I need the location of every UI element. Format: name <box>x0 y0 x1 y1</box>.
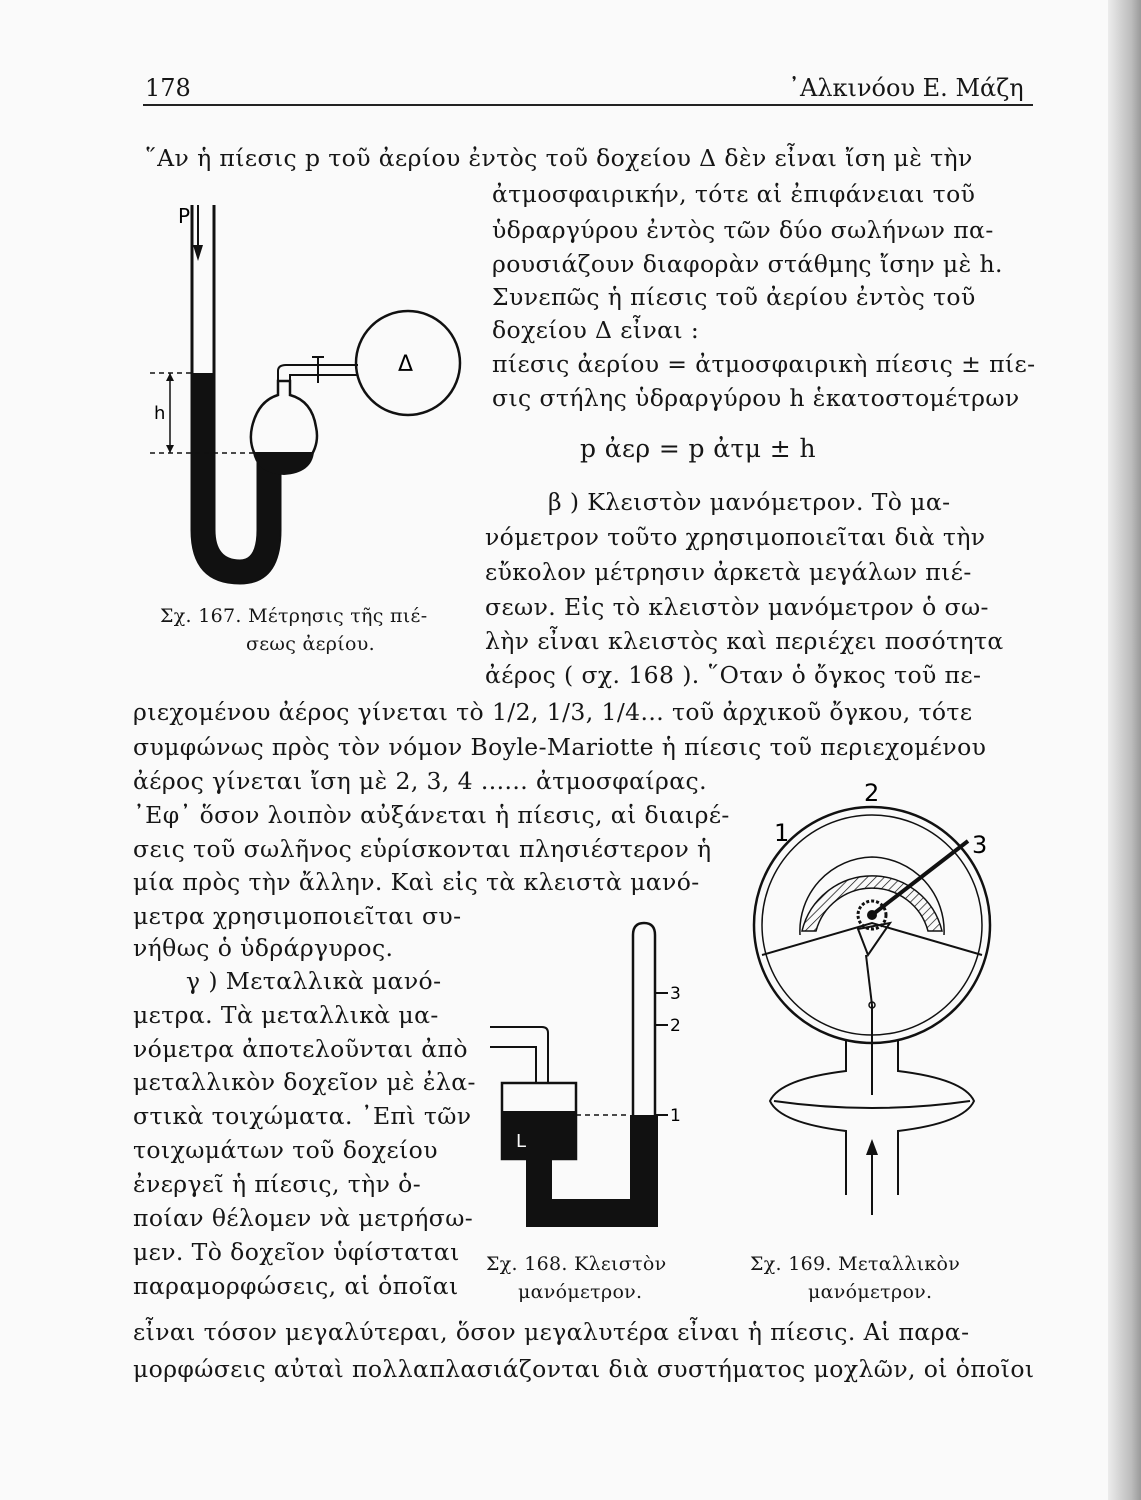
text-line: ποίαν θέλομεν νὰ μετρήσω- <box>133 1204 474 1232</box>
text-line: μία πρὸς τὴν ἄλλην. Καὶ εἰς τὰ κλειστὰ μανό- <box>133 868 700 896</box>
text-line: ῞Αν ἡ πίεσις p τοῦ ἀερίου ἐντὸς τοῦ δοχείου Δ δὲν εἶναι ἴση μὲ τὴν <box>145 144 973 172</box>
dial-label-1: 1 <box>774 819 790 847</box>
text-line: ρουσιάζουν διαφορὰν στάθμης ἴσην μὲ h. <box>492 250 1003 278</box>
text-line: ὑδραργύρου ἐντὸς τῶν δύο σωλήνων πα- <box>492 216 994 244</box>
chamber-label: L <box>516 1131 527 1152</box>
page-number: 178 <box>145 74 191 102</box>
text-line: ἀτμοσφαιρικήν, τότε αἱ ἐπιφάνειαι τοῦ <box>492 180 976 208</box>
text-line: ἐνεργεῖ ἡ πίεσις, τὴν ὁ- <box>133 1170 422 1198</box>
text-line: νήθως ὁ ὑδράργυρος. <box>133 934 394 962</box>
scale-mark-3: 3 <box>670 984 681 1004</box>
figure-169-caption-line: μανόμετρον. <box>808 1281 933 1303</box>
figure-167-caption-line: Σχ. 167. Μέτρησις τῆς πιέ- <box>160 605 428 627</box>
header-rule <box>143 104 1033 106</box>
text-line: νόμετρον τοῦτο χρησιμοποιεῖται διὰ τὴν <box>485 523 986 551</box>
text-line: β ) Κλειστὸν μανόμετρον. Τὸ μα- <box>548 488 951 516</box>
text-line: Συνεπῶς ἡ πίεσις τοῦ ἀερίου ἐντὸς τοῦ <box>492 283 976 311</box>
text-line: συμφώνως πρὸς τὸν νόμον Boyle-Mariotte ἡ πίεσις τοῦ περιεχομένου <box>133 733 987 761</box>
text-line: τοιχωμάτων τοῦ δοχείου <box>133 1136 438 1164</box>
text-line: ἀέρος γίνεται ἴση μὲ 2, 3, 4 ...... ἀτμοσφαίρας. <box>133 767 707 795</box>
text-line: νόμετρα ἀποτελοῦνται ἀπὸ <box>133 1035 468 1063</box>
figure-167-open-manometer <box>140 195 480 605</box>
text-line: σεις τοῦ σωλῆνος εὑρίσκονται πλησιέστερον ἡ <box>133 835 712 863</box>
dial-label-3: 3 <box>972 831 988 859</box>
text-line: παραμορφώσεις, αἱ ὁποῖαι <box>133 1272 459 1300</box>
text-line: ᾿Εφ᾿ ὅσον λοιπὸν αὐξάνεται ἡ πίεσις, αἱ διαιρέ- <box>133 801 730 829</box>
figure-169-caption-line: Σχ. 169. Μεταλλικὸν <box>750 1253 961 1275</box>
text-line: μεταλλικὸν δοχεῖον μὲ ἐλα- <box>133 1068 476 1096</box>
scale-mark-2: 2 <box>670 1016 681 1036</box>
text-line: ριεχομένου ἀέρος γίνεται τὸ 1/2, 1/3, 1/4... τοῦ ἀρχικοῦ ὄγκου, τότε <box>133 698 973 726</box>
text-line: γ ) Μεταλλικὰ μανό- <box>186 967 442 995</box>
text-line: στικὰ τοιχώματα. ᾿Επὶ τῶν <box>133 1102 472 1130</box>
pressure-formula: p ἀερ = p ἀτμ ± h <box>580 434 816 463</box>
text-line: μορφώσεις αὐταὶ πολλαπλασιάζονται διὰ συστήματος μοχλῶν, οἱ ὁποῖοι <box>133 1355 1035 1383</box>
text-line: μετρα. Τὰ μεταλλικὰ μα- <box>133 1001 439 1029</box>
text-line: δοχείου Δ εἶναι : <box>492 316 700 344</box>
text-line: εὔκολον μέτρησιν ἀρκετὰ μεγάλων πιέ- <box>485 558 972 586</box>
running-header-author: ᾿Αλκινόου Ε. Μάζη <box>788 74 1024 102</box>
scale-mark-1: 1 <box>670 1106 681 1126</box>
pressure-label: P <box>178 204 191 228</box>
text-line: σεων. Εἰς τὸ κλειστὸν μανόμετρον ὁ σω- <box>485 593 989 621</box>
text-line: μετρα χρησιμοποιεῖται συ- <box>133 902 462 930</box>
figure-168-caption-line: μανόμετρον. <box>518 1281 643 1303</box>
dial-label-2: 2 <box>864 779 880 807</box>
figure-167-caption-line: σεως ἀερίου. <box>246 633 375 655</box>
vessel-label: Δ <box>398 352 414 377</box>
text-line: μεν. Τὸ δοχεῖον ὑφίσταται <box>133 1238 460 1266</box>
figure-168-closed-manometer <box>490 915 710 1235</box>
figure-168-caption-line: Σχ. 168. Κλειστὸν <box>486 1253 667 1275</box>
figure-169-metallic-manometer <box>740 775 1040 1235</box>
height-label: h <box>154 403 166 424</box>
text-line: πίεσις ἀερίου = ἀτμοσφαιρικὴ πίεσις ± πίε- <box>492 350 1036 378</box>
text-line: σις στήλης ὑδραργύρου h ἑκατοστομέτρων <box>492 384 1020 412</box>
text-line: λὴν εἶναι κλειστὸς καὶ περιέχει ποσότητα <box>485 627 1004 655</box>
text-line: εἶναι τόσον μεγαλύτεραι, ὅσον μεγαλυτέρα εἶναι ἡ πίεσις. Αἱ παρα- <box>133 1318 970 1346</box>
text-line: ἀέρος ( σχ. 168 ). ῞Οταν ὁ ὄγκος τοῦ πε- <box>485 661 982 689</box>
page-edge-shadow <box>1108 0 1141 1500</box>
